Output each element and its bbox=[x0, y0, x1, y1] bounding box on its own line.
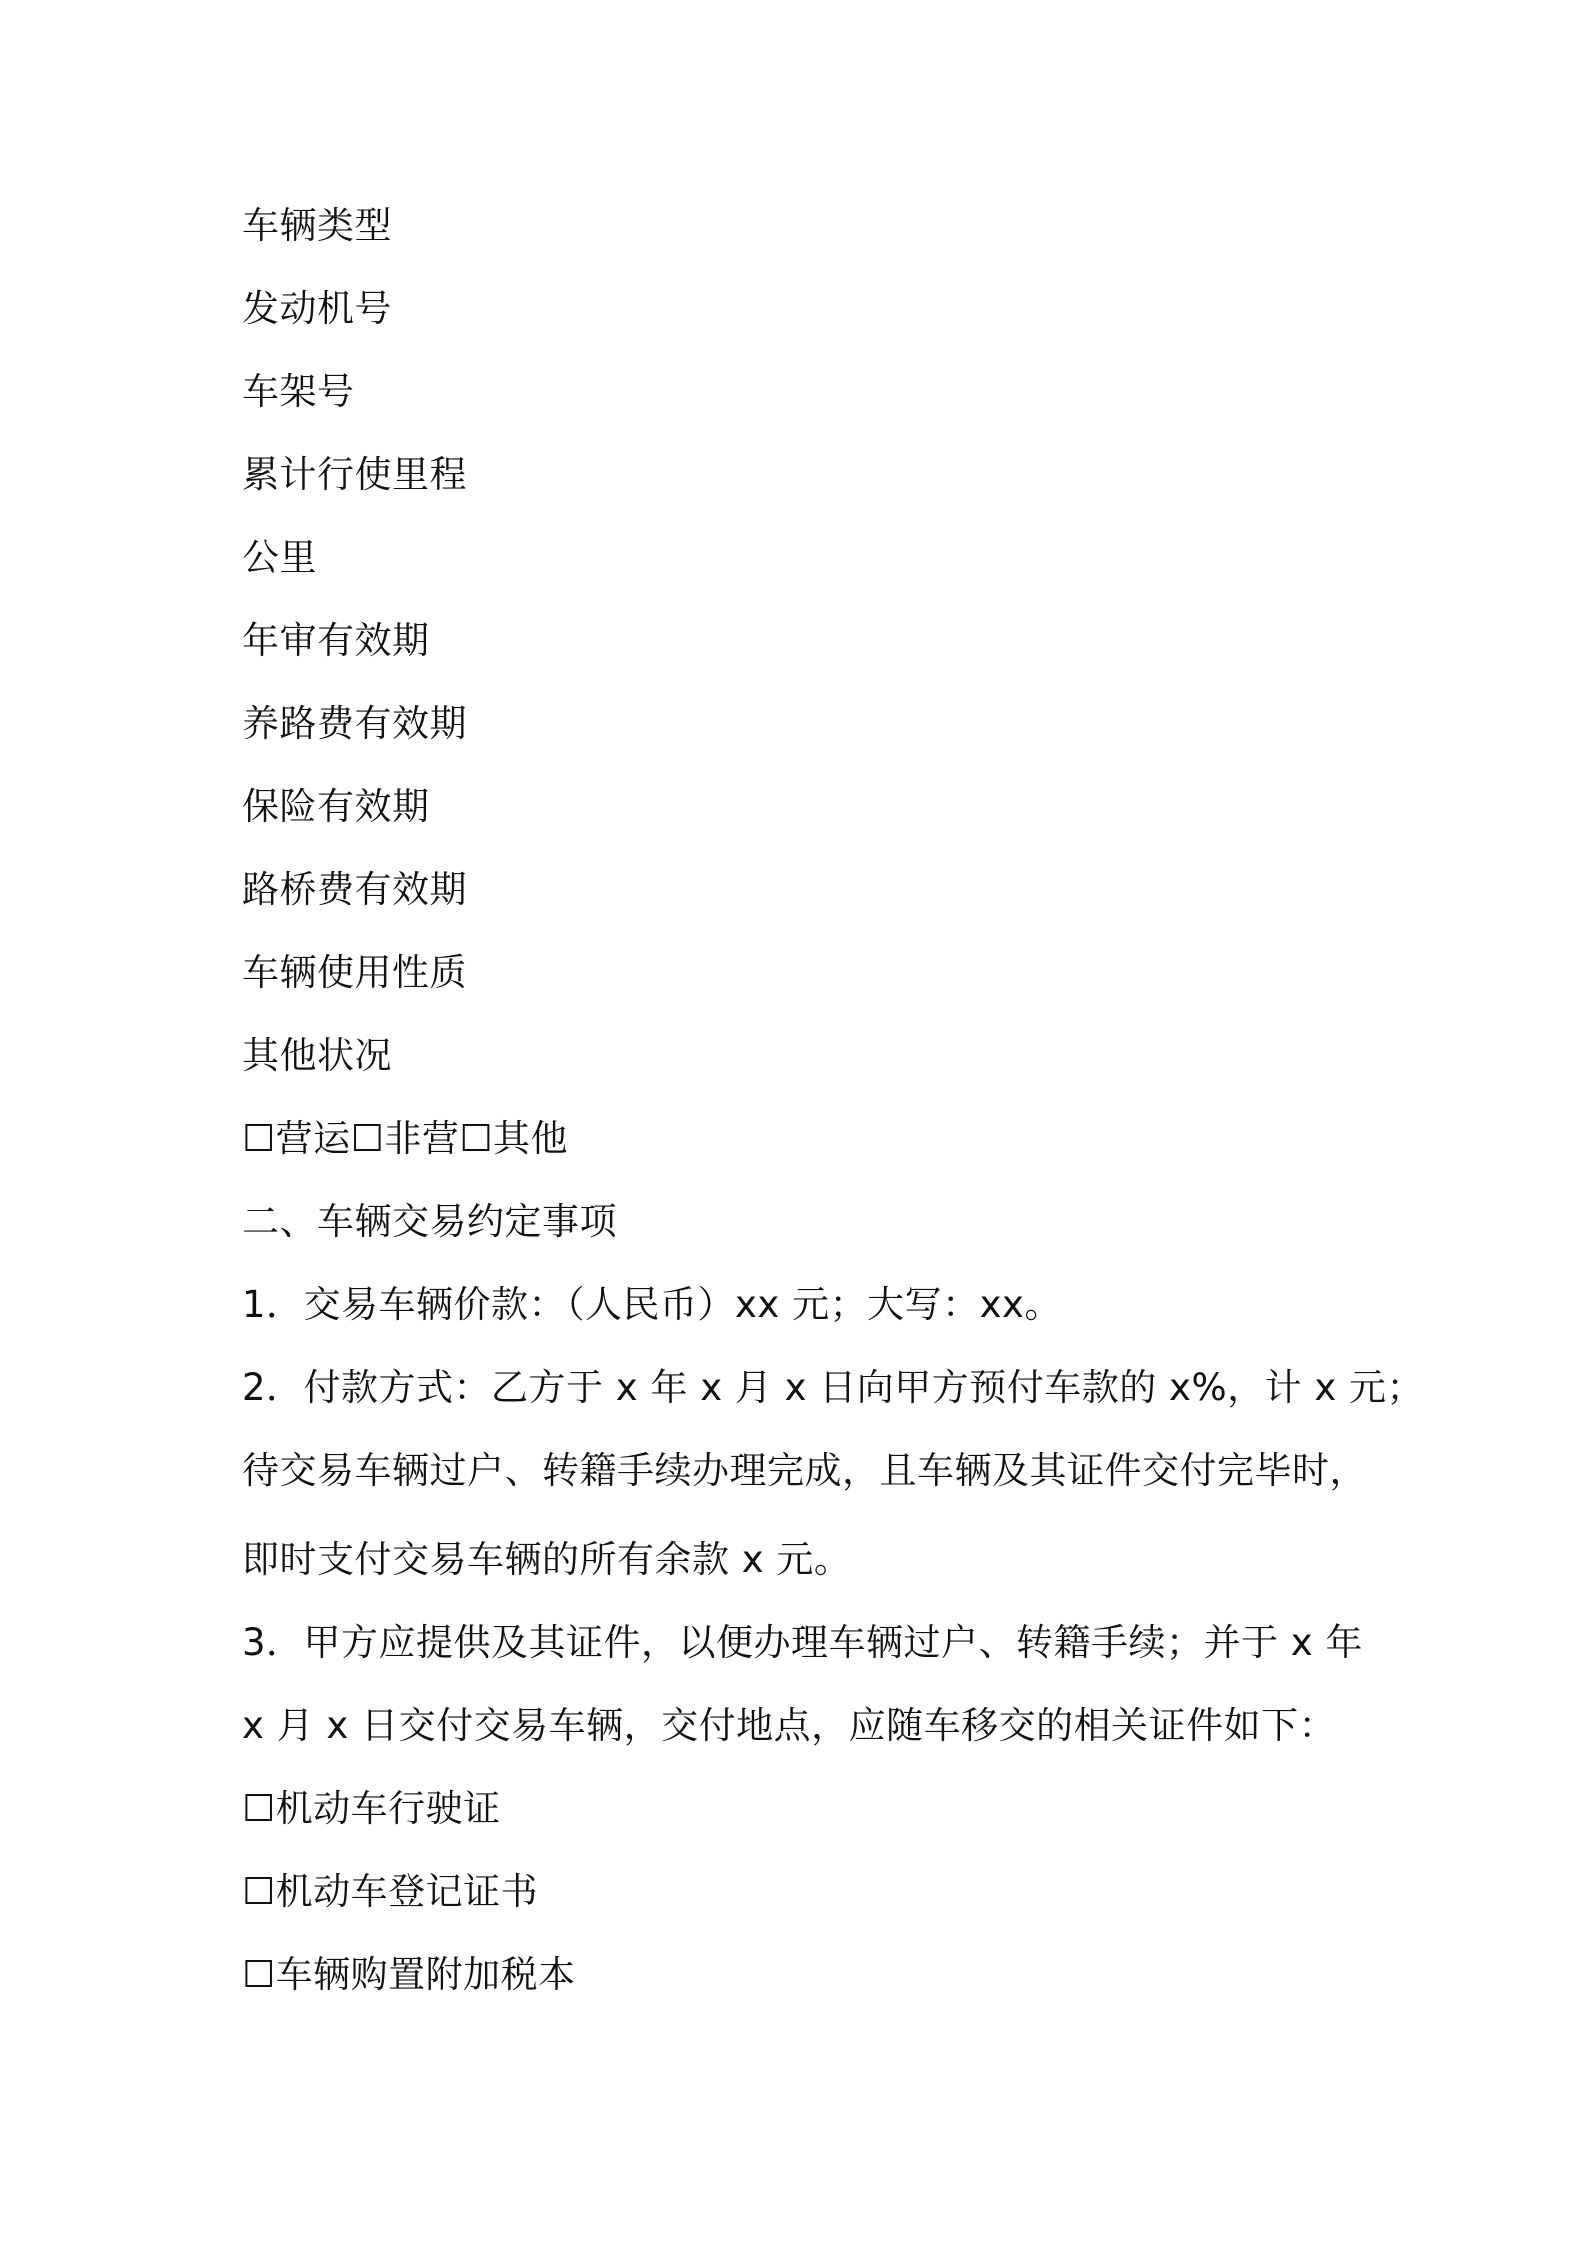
field-engine-number: 发动机号 bbox=[242, 287, 392, 330]
checkbox-registration-certificate: ☐机动车登记证书 bbox=[242, 1870, 539, 1913]
clause-2-payment-line2: 待交易车辆过户、转籍手续办理完成，且车辆及其证件交付完毕时， bbox=[242, 1449, 1367, 1492]
field-mileage: 累计行使里程 bbox=[242, 453, 467, 496]
clause-3-delivery-line2: x 月 x 日交付交易车辆，交付地点，应随车移交的相关证件如下： bbox=[242, 1704, 1337, 1747]
checkbox-driving-license: ☐机动车行驶证 bbox=[242, 1787, 501, 1830]
field-vehicle-type: 车辆类型 bbox=[242, 204, 392, 247]
clause-2-payment-line3: 即时支付交易车辆的所有余款 x 元。 bbox=[242, 1538, 852, 1581]
field-annual-inspection: 年审有效期 bbox=[242, 619, 430, 662]
clause-2-payment-line1: 2．付款方式：乙方于 x 年 x 月 x 日向甲方预付车款的 x%，计 x 元； bbox=[242, 1366, 1425, 1409]
checkbox-purchase-tax-book: ☐车辆购置附加税本 bbox=[242, 1953, 576, 1996]
section-heading-transaction: 二、车辆交易约定事项 bbox=[242, 1200, 617, 1243]
clause-3-delivery-line1: 3．甲方应提供及其证件，以便办理车辆过户、转籍手续；并于 x 年 bbox=[242, 1621, 1363, 1664]
field-road-maintenance-fee: 养路费有效期 bbox=[242, 702, 467, 745]
clause-1-price: 1．交易车辆价款：（人民币）xx 元；大写：xx。 bbox=[242, 1283, 1062, 1326]
checkbox-usage-options: ☐营运☐非营☐其他 bbox=[242, 1117, 569, 1160]
field-insurance-validity: 保险有效期 bbox=[242, 785, 430, 828]
field-toll-fee-validity: 路桥费有效期 bbox=[242, 868, 467, 911]
field-mileage-unit: 公里 bbox=[242, 536, 317, 579]
field-usage-nature: 车辆使用性质 bbox=[242, 951, 467, 994]
field-other-conditions: 其他状况 bbox=[242, 1034, 392, 1077]
field-frame-number: 车架号 bbox=[242, 370, 355, 413]
